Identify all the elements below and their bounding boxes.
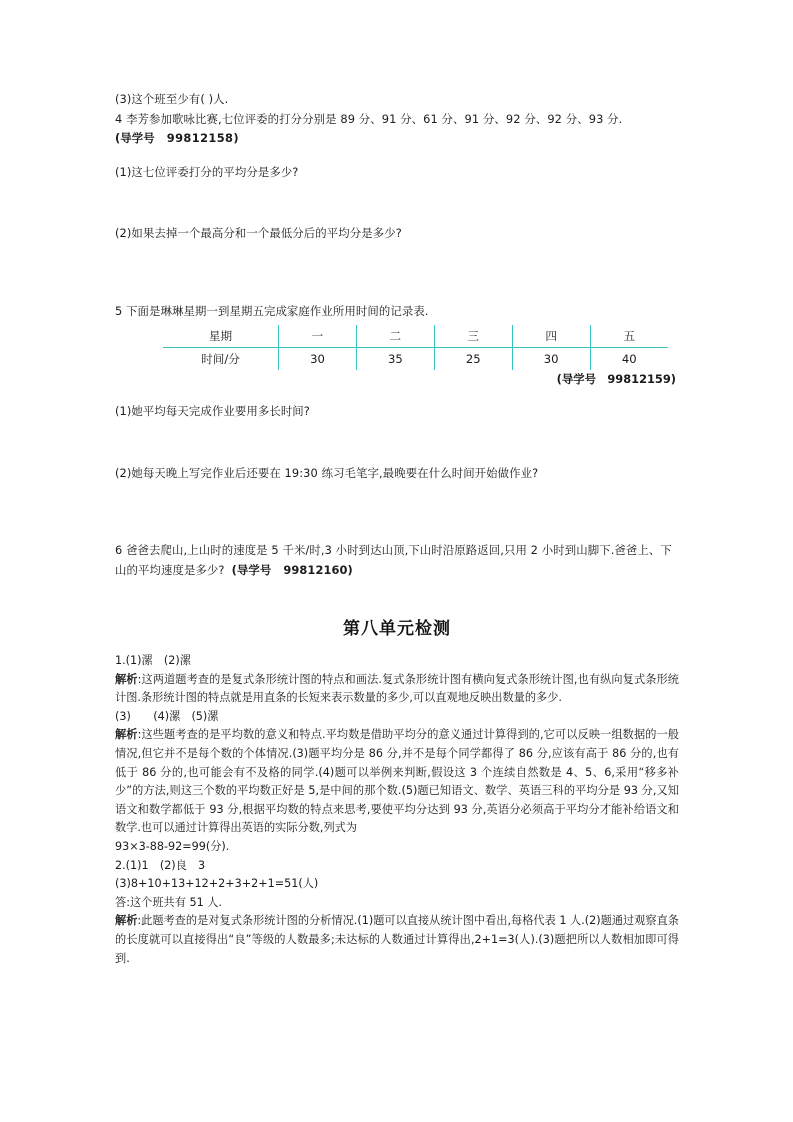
table-header-day-2: 二 xyxy=(356,325,434,348)
question-6-daoxue-number: 99812160) xyxy=(283,562,353,577)
explain-text: :此题考查的是对复式条形统计图的分析情况.(1)题可以直接从统计图中看出,每格代表 1 人.(2)题通过观察直条的长度就可以直接得出“良”等级的人数最多;未达标的人数通过计算得出,2+1=3(人).(3)题把所以人数相加即可得到. xyxy=(115,914,679,965)
daoxue-label: (导学号 xyxy=(115,131,155,145)
spacer xyxy=(115,244,679,302)
answer-3-result: 2.(1)1 (2)良 3 xyxy=(115,858,206,872)
answer-2-formula: 93×3-88-92=99(分). xyxy=(115,839,230,853)
answer-3-calculation: (3)8+10+13+12+2+3+2+1=51(人) xyxy=(115,877,319,891)
question-5-daoxue: (导学号 99812159) xyxy=(556,372,676,386)
record-table xyxy=(163,325,668,370)
question-4-sub-2: (2)如果去掉一个最高分和一个最低分后的平均分是多少? xyxy=(115,226,402,240)
spacer xyxy=(115,149,679,163)
spacer xyxy=(115,182,679,224)
question-4-stem: 4 李芳参加歌咏比赛,七位评委的打分分别是 89 分、91 分、61 分、91 分、92 分、92 分、93 分. xyxy=(115,111,623,126)
daoxue-number: 99812158) xyxy=(166,131,239,145)
table-header-label: 星期 xyxy=(163,325,279,348)
explain-text: :这两道题考查的是复式条形统计图的特点和画法.复式条形统计图有横向复式条形统计图,也有纵向复式条形统计图.条形统计图的特点就是用直条的长短来表示数量的多少,可以直观地反映出数量的多少. xyxy=(115,672,679,705)
table-data-label: 时间/分 xyxy=(201,352,240,366)
explain-label: 解析 xyxy=(115,914,138,928)
table-header-day-1: 一 xyxy=(279,325,357,348)
table-cell-minutes-4: 30 xyxy=(512,348,590,371)
answer-2-result: (3) (4)漯 (5)漯 xyxy=(115,709,219,723)
answer-2-explanation xyxy=(115,726,679,838)
table-header-day-5: 五 xyxy=(590,325,668,348)
answer-3-explanation xyxy=(115,912,679,968)
table-row-header xyxy=(163,325,668,348)
explain-label: 解析 xyxy=(115,672,138,686)
question-6-text: 6 爸爸去爬山,上山时的速度是 5 千米/时,3 小时到达山顶,下山时沿原路返回,只用 2 小时到山脚下.爸爸上、下山的平均速度是多少? xyxy=(115,543,672,577)
question-4-sub-1: (1)这七位评委打分的平均分是多少? xyxy=(115,164,299,179)
page-content xyxy=(115,90,679,968)
question-5-sub-2: (2)她每天晚上写完作业后还要在 19:30 练习毛笔字,最晚要在什么时间开始做作业? xyxy=(115,465,539,480)
explain-text: :这些题考查的是平均数的意义和特点.平均数是借助平均分的意义通过计算得到的,它可以反映一组数据的一般情况,但它并不是每个数的个体情况.(3)题平均分是 86 分,并不是每个同学都得了 86 分,应该有高于 86 分的,也有低于 86 分的,也可能会有不及格的同学.(4)题可以举例来判断,假设这 3 个连续自然数是 4、5、6,采用“移多补少”的方法,则这三个数的平均数正好是 5,是中间的那个数.(5)题已知语文、数学、英语三科的平均分是 93 分,又知语文和数学都低于 93 分,根据平均数的特点来思考,要使平均分达到 93 分,英语分必须高于平均分才能补给语文和数学.也可以通过计算得出英语的实际分数,列式为 xyxy=(115,728,679,835)
answer-1-result: 1.(1)漯 (2)漯 xyxy=(115,654,191,667)
answer-block-1 xyxy=(115,652,679,708)
table-header-day-3: 三 xyxy=(434,325,512,348)
question-5-sub-1: (1)她平均每天完成作业要用多长时间? xyxy=(115,404,310,418)
spacer xyxy=(115,483,679,541)
table-cell-minutes-3: 25 xyxy=(434,348,512,371)
question-6-stem xyxy=(115,541,679,580)
spacer xyxy=(115,388,679,402)
question-6-daoxue-label: (导学号 xyxy=(231,562,272,577)
table-row-data xyxy=(163,348,668,371)
answer-block-3 xyxy=(115,857,679,969)
table-cell-minutes-1: 30 xyxy=(279,348,357,371)
question-5-stem: 5 下面是琳琳星期一到星期五完成家庭作业所用时间的记录表. xyxy=(115,303,429,318)
spacer xyxy=(115,422,679,464)
table-cell-minutes-2: 35 xyxy=(356,348,434,371)
record-table-wrapper xyxy=(163,325,668,370)
answer-3-sentence: 答:这个班共有 51 人. xyxy=(115,895,222,909)
table-header-day-4: 四 xyxy=(512,325,590,348)
question-3-blank: (3)这个班至少有( )人. xyxy=(115,92,229,106)
answer-1-explanation xyxy=(115,671,679,708)
explain-label: 解析 xyxy=(115,728,138,742)
unit-test-title: 第八单元检测 xyxy=(343,619,451,639)
table-cell-minutes-5: 40 xyxy=(590,348,668,371)
answer-block-2 xyxy=(115,708,679,857)
question-4-daoxue xyxy=(115,129,679,149)
